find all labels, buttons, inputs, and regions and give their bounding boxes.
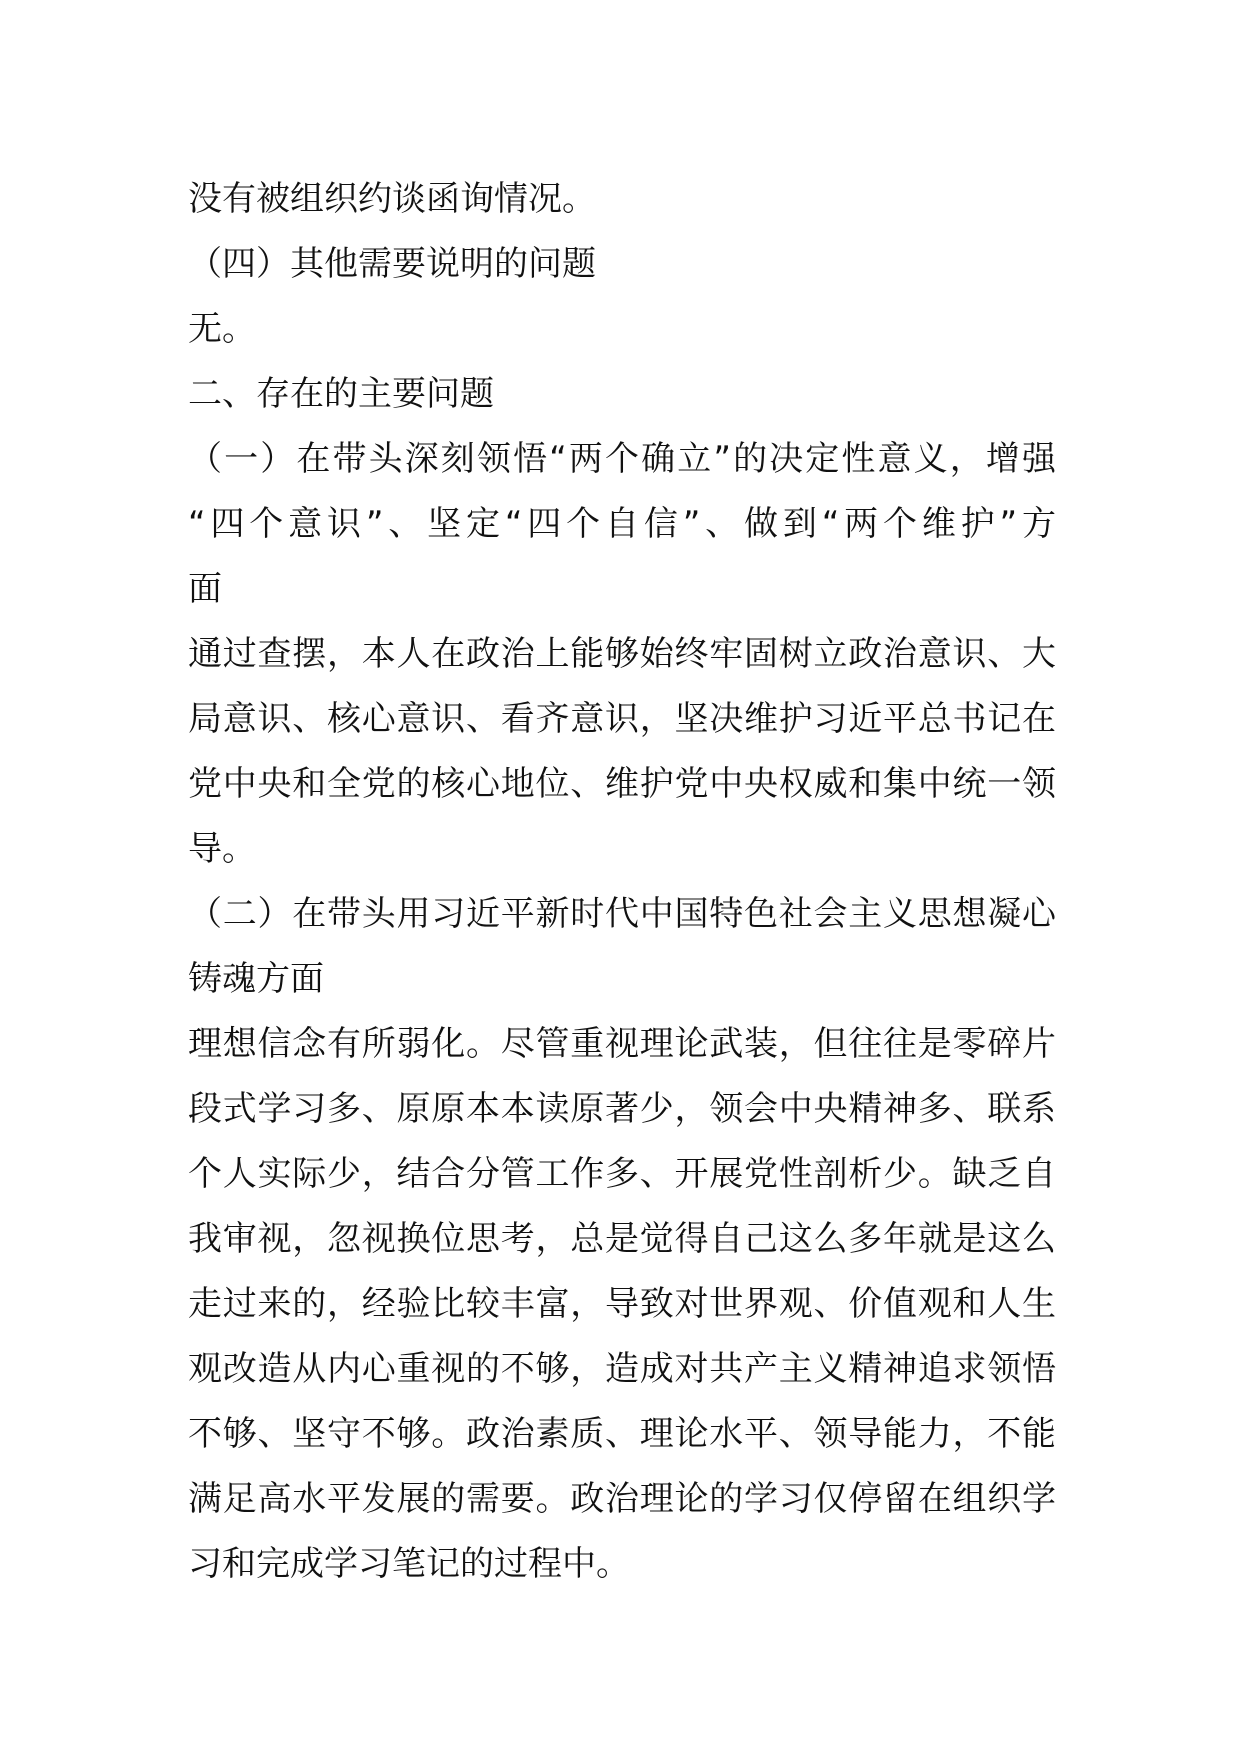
section-heading: 铸魂方面 [188,959,324,999]
text-line: 通过查摆，本人在政治上能够始终牢固树立政治意识、大 [188,634,1056,674]
text-line: 满足高水平发展的需要。政治理论的学习仅停留在组织学 [188,1479,1056,1519]
text-line: 无。 [188,309,256,349]
text-line: 党中央和全党的核心地位、维护党中央权威和集中统一领 [188,764,1056,804]
text-line: 走过来的，经验比较丰富，导致对世界观、价值观和人生 [188,1284,1056,1324]
document-page [188,167,1056,1597]
section-heading: “四个意识”、坚定“四个自信”、做到“两个维护”方 [188,504,1056,544]
text-line: 段式学习多、原原本本读原著少，领会中央精神多、联系 [188,1089,1056,1129]
text-line: 没有被组织约谈函询情况。 [188,179,596,219]
section-heading: 面 [188,569,222,609]
section-heading: 二、存在的主要问题 [188,374,494,414]
text-line: 我审视，忽视换位思考，总是觉得自己这么多年就是这么 [188,1219,1056,1259]
text-line: 导。 [188,829,256,869]
text-line: 观改造从内心重视的不够，造成对共产主义精神追求领悟 [188,1349,1056,1389]
text-line: 理想信念有所弱化。尽管重视理论武装，但往往是零碎片 [188,1024,1056,1064]
text-line: 习和完成学习笔记的过程中。 [188,1544,630,1584]
text-line: 不够、坚守不够。政治素质、理论水平、领导能力，不能 [188,1414,1056,1454]
section-heading: （二）在带头用习近平新时代中国特色社会主义思想凝心 [188,894,1056,934]
section-heading: （一）在带头深刻领悟“两个确立”的决定性意义，增强 [188,439,1056,479]
text-line: 个人实际少，结合分管工作多、开展党性剖析少。缺乏自 [188,1154,1056,1194]
text-line: 局意识、核心意识、看齐意识，坚决维护习近平总书记在 [188,699,1056,739]
section-heading: （四）其他需要说明的问题 [188,244,596,284]
